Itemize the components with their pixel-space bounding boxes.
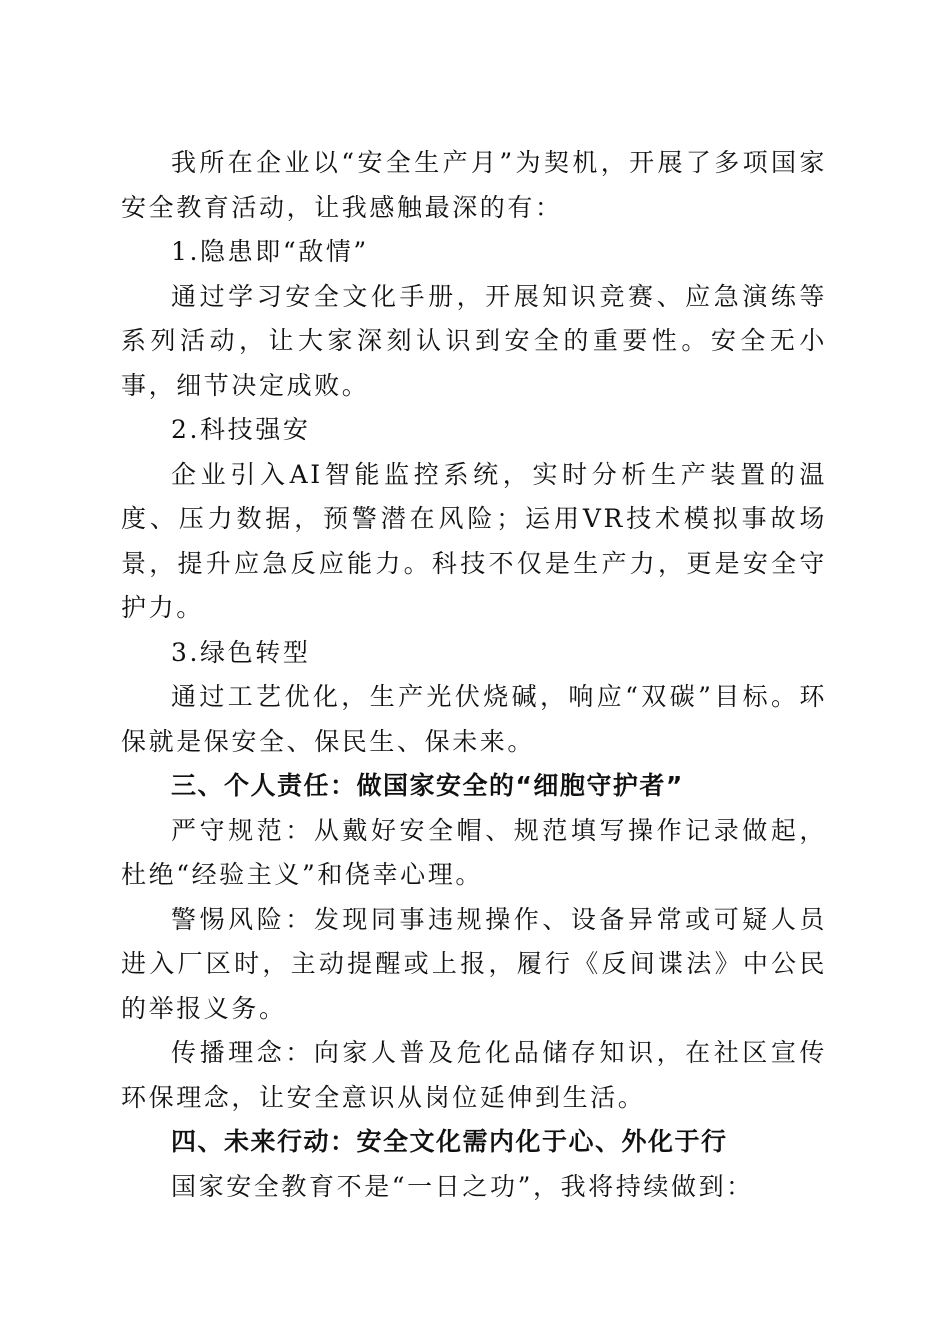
paragraph-watch-risks: 警惕风险：发现同事违规操作、设备异常或可疑人员进入厂区时，主动提醒或上报，履行《反间谍法》中公民的举报义务。 xyxy=(121,904,827,1023)
paragraph-technology: 企业引入AI智能监控系统，实时分析生产装置的温度、压力数据，预警潜在风险；运用VR技术模拟事故场景，提升应急反应能力。科技不仅是生产力，更是安全守护力。 xyxy=(121,459,827,622)
section-heading-4: 四、未来行动：安全文化需内化于心、外化于行 xyxy=(171,1127,728,1156)
list-item-title-3: 3.绿色转型 xyxy=(171,637,311,667)
document-body xyxy=(121,141,827,1209)
paragraph-follow-rules: 严守规范：从戴好安全帽、规范填写操作记录做起，杜绝“经验主义”和侥幸心理。 xyxy=(121,815,827,889)
paragraph-hidden-danger: 通过学习安全文化手册，开展知识竞赛、应急演练等系列活动，让大家深刻认识到安全的重要性。安全无小事，细节决定成败。 xyxy=(121,281,827,400)
paragraph-spread-ideas: 传播理念：向家人普及危化品储存知识，在社区宣传环保理念，让安全意识从岗位延伸到生活。 xyxy=(121,1038,827,1112)
list-item-title-1: 1.隐患即“敌情” xyxy=(171,237,369,266)
section-heading-3: 三、个人责任：做国家安全的“细胞守护者” xyxy=(171,771,684,800)
paragraph-intro: 我所在企业以“安全生产月”为契机，开展了多项国家安全教育活动，让我感触最深的有： xyxy=(121,148,827,222)
list-item-title-2: 2.科技强安 xyxy=(171,415,311,444)
paragraph-green-transition: 通过工艺优化，生产光伏烧碱，响应“双碳”目标。环保就是保安全、保民生、保未来。 xyxy=(121,682,827,756)
paragraph-future-actions: 国家安全教育不是“一日之功”，我将持续做到： xyxy=(171,1171,754,1201)
